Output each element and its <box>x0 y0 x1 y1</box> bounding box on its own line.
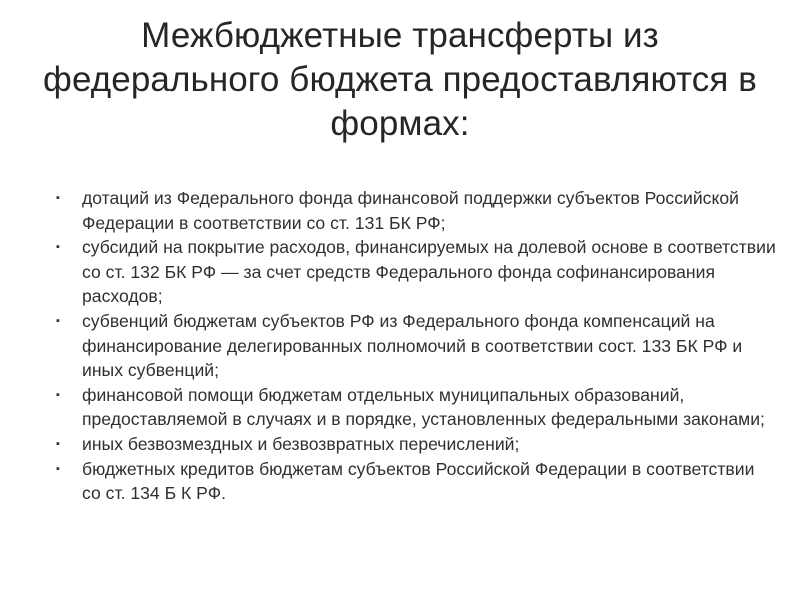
list-item-text: финансовой помощи бюджетам отдельных муниципальных образований, предоставляемой в случаях и в порядке, установленных федеральными законами; <box>82 384 765 430</box>
bullet-marker-icon: ▪ <box>56 314 60 327</box>
list-item <box>56 235 778 309</box>
bullet-marker-icon: ▪ <box>56 192 60 204</box>
list-item-text: иных безвозмездных и безвозвратных перечислений; <box>82 433 520 454</box>
list-item-text: субвенций бюджетам субъектов РФ из Федерального фонда компенсаций на финансирование делегированных полномочий в соответствии сост. 133 БК РФ и иных субвенций; <box>82 310 743 381</box>
bullet-marker-icon: ▪ <box>56 437 60 450</box>
list-item-text: субсидий на покрытие расходов, финансируемых на долевой основе в соответствии со ст. 132 БК РФ — за счет средств Федерального фонда софинансирования расходов; <box>82 237 776 307</box>
list-item-text: бюджетных кредитов бюджетам субъектов Российской Федерации в соответствии со ст. 134 Б К РФ. <box>82 458 755 504</box>
list-item <box>56 186 778 235</box>
bullet-marker-icon: ▪ <box>56 241 60 254</box>
list-item <box>56 432 778 457</box>
list-item <box>56 309 778 383</box>
list-item <box>56 383 778 432</box>
list-item-text: дотаций из Федерального фонда финансовой поддержки субъектов Российской Федерации в соответствии со ст. 131 БК РФ; <box>82 188 739 233</box>
bullet-marker-icon: ▪ <box>56 388 60 401</box>
bullet-marker-icon: ▪ <box>56 462 60 475</box>
slide-title: Межбюджетные трансферты из федерального бюджета предоставляются в формах: <box>43 16 757 143</box>
list-item <box>56 457 778 506</box>
bullet-list <box>0 186 800 506</box>
